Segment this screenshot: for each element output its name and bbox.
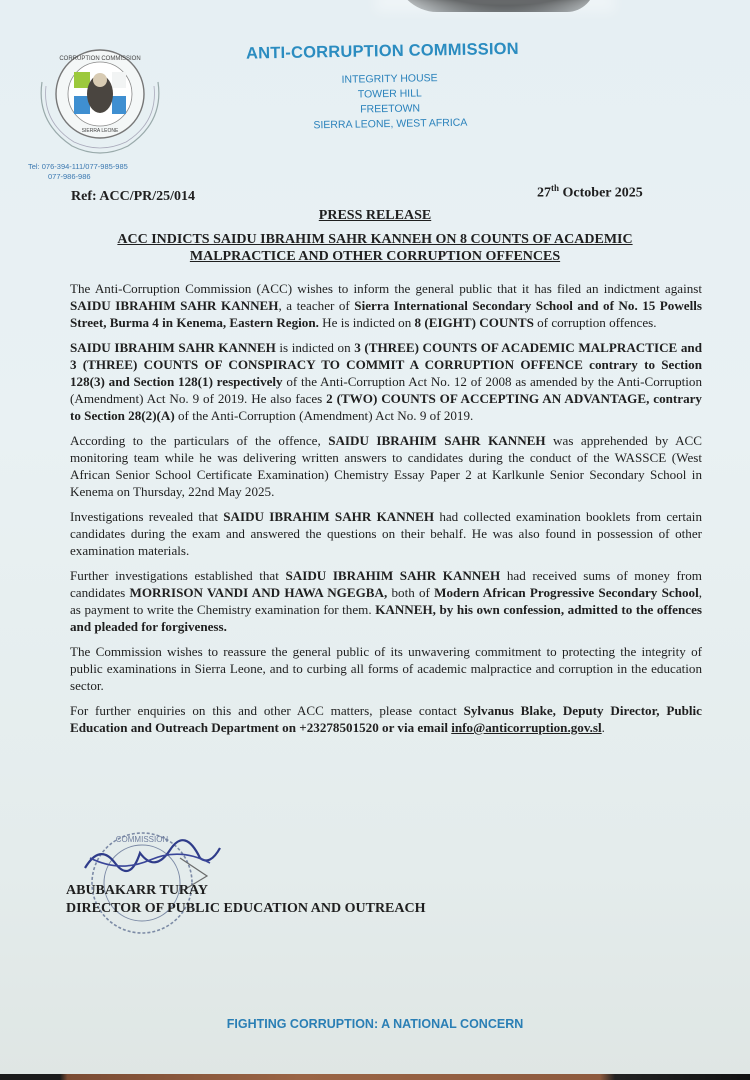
address-line: SIERRA LEONE, WEST AFRICA	[313, 116, 468, 132]
text-run: He is indicted on	[318, 315, 415, 330]
bold-text-run: SAIDU IBRAHIM SAHR KANNEH	[223, 509, 435, 524]
bold-text-run: SAIDU IBRAHIM SAHR KANNEH	[70, 298, 279, 313]
paragraph	[70, 567, 702, 635]
bold-text-run: 2 (TWO) COUNTS OF ACCEPTING AN ADVANTAGE, contrary to Section 28(2)(A)	[70, 391, 702, 423]
dark-object-shadow	[395, 0, 595, 12]
text-run: , a teacher of	[278, 298, 355, 313]
telephone-block	[28, 162, 128, 182]
date-suffix: th	[551, 183, 560, 193]
bold-text-run: Modern African Progressive Secondary School	[434, 585, 699, 600]
svg-text:COMMISSION: COMMISSION	[115, 835, 169, 844]
headline: ACC INDICTS SAIDU IBRAHIM SAHR KANNEH ON 8 COUNTS OF ACADEMIC MALPRACTICE AND OTHER CORRUPTION OFFENCES	[117, 232, 633, 264]
svg-text:SIERRA LEONE: SIERRA LEONE	[81, 128, 119, 134]
text-run: The Anti-Corruption Commission (ACC) wishes to inform the general public that it has filed an indictment against	[70, 281, 702, 296]
table-surface	[0, 1074, 750, 1080]
bold-text-run: SAIDU IBRAHIM SAHR KANNEH	[328, 433, 546, 448]
reference-number: Ref: ACC/PR/25/014	[71, 189, 196, 204]
text-run: of corruption offences.	[533, 315, 657, 330]
text-run: The Commission wishes to reassure the general public of its unwavering commitment to protecting the integrity of public examinations in Sierra Leone, and to curbing all forms of academic malpractice and corruption in the education sector.	[70, 644, 702, 693]
press-release-heading: PRESS RELEASE	[318, 208, 432, 223]
bold-text-run: SAIDU IBRAHIM SAHR KANNEH	[285, 568, 501, 583]
tel-number-1: 076-394-111/077-985-985	[41, 162, 128, 171]
organization-name: ANTI-CORRUPTION COMMISSION	[245, 39, 519, 63]
footer-slogan: FIGHTING CORRUPTION: A NATIONAL CONCERN	[226, 1017, 524, 1031]
paragraph	[70, 508, 702, 559]
paragraph	[70, 280, 702, 331]
bold-text-run: KANNEH, by his own confession, admitted to the offences and pleaded for forgiveness.	[70, 602, 702, 634]
text-run: , as payment to write the Chemistry examination for them.	[70, 585, 702, 617]
text-run: had received sums of money from candidates	[70, 568, 702, 600]
text-run: of the Anti-Corruption (Amendment) Act No. 9 of 2019.	[174, 408, 474, 423]
text-run: was apprehended by ACC monitoring team while he was delivering written answers to candidates during the conduct of the WASSCE (West African Senior School Certificate Examination) Chemistry Essay Paper 2 at Karlkunle Senior Secondary School in Kenema on Thursday, 22nd May 2025.	[70, 433, 703, 499]
bold-text-run: Sylvanus Blake, Deputy Director, Public Education and Outreach Department on +23278501520 or via email	[70, 703, 702, 735]
organization-address	[289, 70, 490, 133]
signatory-block	[66, 882, 426, 918]
paragraph	[70, 339, 702, 424]
tel-number-2: 077-986-986	[48, 172, 91, 181]
bold-text-run: MORRISON VANDI AND HAWA NGEGBA,	[129, 585, 388, 600]
press-release-body	[70, 280, 702, 744]
text-run: Investigations revealed that	[70, 509, 224, 524]
email-link[interactable]: info@anticorruption.gov.sl	[451, 720, 602, 735]
text-run: is indicted on	[275, 340, 355, 355]
bold-text-run: 8 (EIGHT) COUNTS	[414, 315, 534, 330]
date-day: 27	[537, 185, 551, 201]
bold-text-run: SAIDU IBRAHIM SAHR KANNEH	[70, 340, 276, 355]
paragraph	[70, 643, 702, 694]
tel-label: Tel:	[28, 162, 40, 171]
text-run: According to the particulars of the offence,	[70, 433, 329, 448]
text-run: Further investigations established that	[70, 568, 286, 583]
svg-text:CORRUPTION COMMISSION: CORRUPTION COMMISSION	[59, 56, 141, 62]
address-line: TOWER HILL	[357, 87, 422, 101]
text-run: had collected examination booklets from certain candidates during the exam and answered the questions on their behalf. He was also found in possession of other examination materials.	[70, 509, 702, 558]
address-line: INTEGRITY HOUSE	[341, 72, 438, 86]
text-run: of the Anti-Corruption Act No. 12 of 2008 as amended by the Anti-Corruption (Amendment) Act No. 9 of 2019. He also faces	[70, 374, 702, 406]
signatory-title: DIRECTOR OF PUBLIC EDUCATION AND OUTREACH	[66, 901, 426, 916]
acc-logo	[32, 42, 168, 156]
date-month-year: October 2025	[559, 185, 643, 201]
address-line: FREETOWN	[360, 102, 421, 116]
handwritten-signature	[80, 838, 230, 878]
bold-text-run: 3 (THREE) COUNTS OF ACADEMIC MALPRACTICE and 3 (THREE) COUNTS OF CONSPIRACY TO COMMIT A CORRUPTION OFFENCE contrary to Section 128(3) and Section 128(1) respectively	[70, 340, 702, 389]
document-date	[537, 183, 643, 202]
bold-text-run: Sierra International Secondary School and of No. 15 Powells Street, Burma 4 in Kenema, Eastern Region.	[70, 298, 702, 330]
contact-paragraph	[70, 702, 702, 736]
contact-end: .	[601, 720, 605, 735]
signatory-name: ABUBAKARR TURAY	[66, 883, 208, 898]
text-run: both of	[387, 585, 435, 600]
contact-text	[70, 703, 702, 735]
paragraph	[70, 432, 702, 500]
text-run: For further enquiries on this and other ACC matters, please contact	[70, 703, 464, 718]
